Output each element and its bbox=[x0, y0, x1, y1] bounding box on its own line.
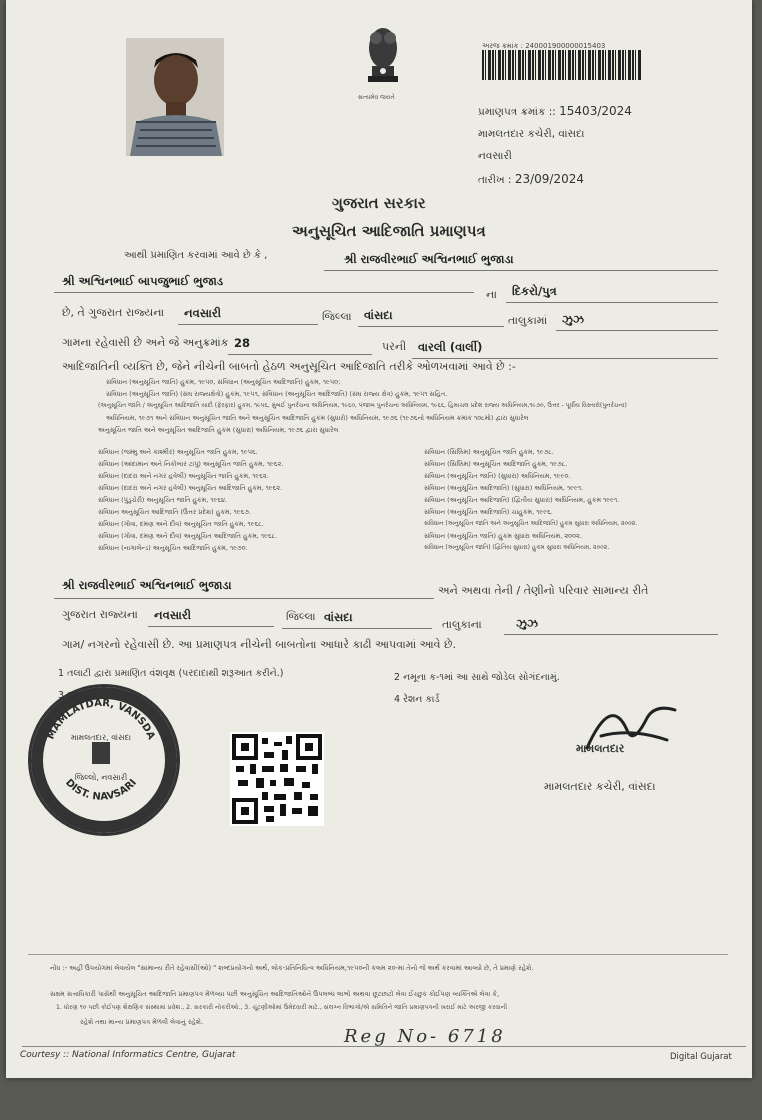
state-prefix: છે, તે ગુજરાત રાજ્યના bbox=[62, 306, 165, 319]
serial-number: 28 bbox=[234, 336, 251, 350]
seal-inner-text-2: જિલ્લો, નવસારી bbox=[74, 773, 128, 782]
act-line: સંવિધાન (અનુસૂચિત જાતિ) (સંઘ રાજ્યક્ષેત્રો) હુકમ, ૧૯૫૧, સંવિધાન (અનુસૂચિત આદિજાતિ) (સંઘ રાજ્ય ક્ષેત્ર) હુકમ, ૧૯૫૧ સહિત. bbox=[106, 390, 448, 398]
office-seal bbox=[28, 684, 180, 836]
act-right: સંવિધાન (અનુસૂચિત આદિજાતિ) (સુધારા) અધિનિયમ, ૧૯૯૧. bbox=[424, 484, 584, 492]
govt-title: ગુજરાત સરકાર bbox=[332, 194, 426, 212]
taluka-value: વાંસદા bbox=[364, 308, 393, 322]
doc-item: 2 નમૂના ક-૧માં આ સાથે જોડેલ સોગંદનામું. bbox=[394, 672, 560, 683]
office-line: મામલતદાર કચેરી, વાંસદા bbox=[478, 128, 585, 140]
taluka-value-2: વાંસદા bbox=[324, 610, 353, 624]
state-prefix-2: ગુજરાત રાજ્યના bbox=[62, 608, 138, 621]
certificate-page bbox=[6, 0, 752, 1078]
act-right: સંવિધાન (સિક્કિમ) અનુસૂચિત જાતિ હુકમ, ૧૯૭૮. bbox=[424, 448, 554, 456]
act-line: અધિનિયમ, ૧૯૭૧ અને સંવિધાન અનુસૂચિત જાતિ અને અનુસૂચિત આદિજાતિ હુકમ (સુધારો) અધિનિયમ, ૧૯૭૬ (૧૯૭૬નો અધિનિયમ ક્રમાંક ૧૦૮મો) દ્વારા સુધારેલ bbox=[106, 414, 529, 422]
cert-number: 15403/2024 bbox=[559, 104, 632, 118]
doc-item: 4 રેશન કાર્ડ bbox=[394, 694, 440, 705]
application-number: અરજ ક્રમાંક : 240001900000015403 bbox=[482, 42, 606, 50]
parent-name: શ્રી અશ્વિનભાઈ બાપજુભાઈ ભુજાડ bbox=[62, 274, 224, 288]
national-emblem-icon bbox=[352, 22, 412, 104]
tribe-statement: આદિજાતિની વ્યક્તિ છે, જેને નીચેની બાબતો હેઠળ અનુસૂચિત આદિજાતિ તરીકે ઓળખવામાં આવે છે :- bbox=[62, 360, 516, 373]
cert-number-label: પ્રમાણપત્ર ક્રમાંક :: 15403/2024 bbox=[478, 104, 632, 118]
district-value-2: નવસારી bbox=[154, 608, 192, 622]
act-left: સંવિધાન અનુસૂચિત આદિજાતિ (ઉત્તર પ્રદેશ) હુકમ, ૧૯૬૭. bbox=[98, 508, 251, 516]
holder-photo bbox=[126, 38, 224, 156]
act-line: સંવિધાન (અનુસૂચિત જાતિ) હુકમ, ૧૯૫૦, સંવિધાન (અનુસૂચિત આદિજાતિ) હુકમ, ૧૯૫૦; bbox=[106, 378, 341, 386]
act-left: સંવિધાન (દાદરા અને નગર હવેલી) અનુસૂચિત આદિજાતિ હુકમ, ૧૯૬૨. bbox=[98, 484, 283, 492]
emblem-caption: સત્યમેવ જયતે bbox=[358, 94, 395, 101]
footer-note: નોંધ :- અહીં ઉપયોગમાં લેવાયેલ "સામાન્ય રીતે રહેવાસી(ઓ) " શબ્દપ્રયોગનો અર્થ, લોક-પ્રતિનિધિત્વ અધિનિયમ,૧૯૫૦ની કલમ ૨૦-માં તેનો જે અર્થ કરવામાં આવ્યો છે, તે પ્રમાણે રહેશે. bbox=[50, 964, 534, 972]
doc-item: 1 તલાટી દ્વારા પ્રમાણિત વંશવૃક્ષ (પરદાદાથી શરૂઆત કરીને.) bbox=[58, 668, 284, 679]
digital-gujarat-text: Digital Gujarat bbox=[670, 1052, 732, 1062]
holder-name-2: શ્રી રાજવીરભાઈ અશ્વિનભાઈ ભુજાડા bbox=[62, 578, 232, 592]
tribe-name: વારલી (વાર્લી) bbox=[418, 340, 483, 354]
signatory-designation: મામલતદાર bbox=[576, 742, 625, 755]
act-right: સંવિધાન (અનુસૂચિત જાતિ) હુકમ સુધારા અધિનિયમ, ૨૦૦૨. bbox=[424, 532, 582, 540]
act-left: સંવિધાન (પુંડુચેરી) અનુસૂચિત જાતિ હુકમ, ૧૯૬૪. bbox=[98, 496, 228, 504]
certificate-title: અનુસૂચિત આદિજાતિ પ્રમાણપત્ર bbox=[292, 222, 486, 240]
seal-top-text: MAMLATDAR, VANSDA bbox=[45, 697, 157, 742]
district-label-2: જિલ્લા bbox=[286, 610, 316, 623]
holder-name: શ્રી રાજવીરભાઈ અશ્વિનભાઈ ભુજાડા bbox=[344, 252, 514, 266]
issue-date: તારીખ : 23/09/2024 bbox=[478, 172, 584, 186]
footer-usage-line: સક્ષમ સત્તાધિકારી પાસેથી અનુસૂચિત આદિજાતિ પ્રમાણપત્ર મેળવ્યા પછી અનુસૂચિત આદિજાતિઓને ઉપલબ્ધ લાભો અથવા છૂટછાટો લેવા ઈચ્છુક કોઈપણ વ્યક્તિએ લેવા કે, bbox=[50, 990, 500, 998]
na-label: ના bbox=[486, 288, 497, 301]
act-right: સંવિધાન (અનુસૂચિત આદિજાતિ) ચાહુકમ, ૧૯૯૬. bbox=[424, 508, 553, 516]
qr-code bbox=[230, 732, 324, 826]
village-value: ઝુઝ bbox=[562, 312, 584, 326]
courtesy-text: Courtesy :: National Informatics Centre, Gujarat bbox=[20, 1050, 236, 1060]
act-left: સંવિધાન (જમ્મુ અને કાશ્મીર) અનુસૂચિત જાતિ હુકમ, ૧૯૫૬. bbox=[98, 448, 258, 456]
act-left: સંવિધાન (આંદામાન અને નિકોબાર ટાપુ) અનુસૂચિત જાતિ હુકમ, ૧૯૬૨. bbox=[98, 460, 284, 468]
taluka-label: તાલુકામાં bbox=[508, 314, 548, 327]
relation: દિકરો/પુત્ર bbox=[512, 284, 557, 298]
seal-inner-text: મામલતદાર, વાંસદા bbox=[70, 733, 132, 742]
act-right: સંવિધાન (અનુસૂચિત આદિજાતિ) (દ્વિતીય સુધારા) અધિનિયમ, હુકમ ૧૯૯૧. bbox=[424, 496, 620, 504]
footer-usage-line-3: રહેશે તથા માન્ય પ્રમાણપત્ર મેળવી લેવાનું રહેશે. bbox=[80, 1018, 204, 1026]
act-line: (અનુસૂચિત જાતિ / અનુસૂચિત આદિજાતિ યાદી (ફેરફાર) હુકમ, ૧૯૫૬, મુંબઈ પુનર્રચના અધિનિયમ, ૧૯૬૦, પંજાબ પુનર્રચના અધિનિયમ, ૧૯૬૬, હિમાચલ પ્રદેશ રાજ્ય અધિનિયમ,૧૯૭૦, ઉત્તર - પૂર્વીય વિસ્તારો(પુનર્રચના) bbox=[98, 402, 627, 409]
handwritten-reg-number: Reg No- 6718 bbox=[344, 1026, 506, 1047]
district-label: જિલ્લા bbox=[322, 310, 352, 323]
act-right: સંવિધાન (અનુસૂચિત જાતિ) (સુધારા) અધિનિયમ, ૧૯૯૦. bbox=[424, 472, 571, 480]
parni-label: પરની bbox=[382, 340, 407, 353]
signatory-office: મામલતદાર કચેરી, વાંસદા bbox=[544, 780, 656, 793]
family-text: અને અથવા તેની / તેણીનો પરિવાર સામાન્ય રીતે bbox=[438, 584, 649, 597]
doc-item: 3 આધારકાર્ડ bbox=[58, 690, 107, 701]
taluka-label-2: તાલુકાના bbox=[442, 618, 482, 631]
act-left: સંવિધાન (નાગાલેન્ડ) અનુસૂચિત આદિજાતિ હુકમ, ૧૯૭૦. bbox=[98, 544, 248, 552]
district-line: નવસારી bbox=[478, 150, 512, 162]
resident-prefix: ગામના રહેવાસી છે અને જે અનુક્રમાંક bbox=[62, 336, 229, 349]
act-left: સંવિધાન (ગોવા, દમણ અને દીવ) અનુસૂચિત જાતિ હુકમ, ૧૯૬૮. bbox=[98, 520, 264, 528]
act-left: સંવિધાન (ગોવા, દમણ અને દીવ) અનુસૂચિત આદિજાતિ હુકમ, ૧૯૬૮. bbox=[98, 532, 278, 540]
act-line: અનુસૂચિત જાતિ અને અનુસૂચિત આદિજાતિ હુકમ (સુધારા) અધિનિયમ, ૧૯૭૬ દ્વારા સુધારેલ bbox=[98, 426, 339, 434]
footer-usage-line-2: 1. ધોરણ ૧૦ પછી કોઈપણ શૈક્ષણિક સંસ્થામાં પ્રવેશ., 2. સરકારી નોકરીઓ., 3. ચૂંટણીઓમાં ઉમેદવારી માટે., સંલગ્ન વિભાગો/એ સમિતિને જાતિ પ્રમાણપત્રની ખરાઈ માટે અરજી કરવાની bbox=[56, 1004, 508, 1011]
seal-bottom-text: DIST. NAVSARI bbox=[63, 777, 139, 803]
act-right: સંવિધાન (અનુસૂચિત જાતિ) (દ્વિતિય સુધારા) હુકમ સુધારા અધિનિયમ, ૨૦૦૨. bbox=[424, 544, 610, 551]
basis-line: ગામ/ નગરનો રહેવાસી છે. આ પ્રમાણપત્ર નીચેની બાબતોના આધારે કાઢી આપવામાં આવે છે. bbox=[62, 638, 457, 651]
village-value-2: ઝુઝ bbox=[516, 616, 538, 630]
barcode bbox=[482, 50, 642, 80]
act-right: સંવિધાન (અનુસૂચિત જાતિ અને અનુસૂચિત આદિજાતિ) હુકમ સુધારા અધિનિયમ, ૨૦૦૨. bbox=[424, 520, 638, 527]
district-value: નવસારી bbox=[184, 306, 222, 320]
act-left: સંવિધાન (દાદરા અને નગર હવેલી) અનુસૂચિત જાતિ હુકમ, ૧૯૬૨. bbox=[98, 472, 269, 480]
act-right: સંવિધાન (સિક્કિમ) અનુસૂચિત આદિજાતિ હુકમ, ૧૯૭૮. bbox=[424, 460, 568, 468]
certify-prefix: આથી પ્રમાણિત કરવામાં આવે છે કે , bbox=[124, 250, 268, 261]
